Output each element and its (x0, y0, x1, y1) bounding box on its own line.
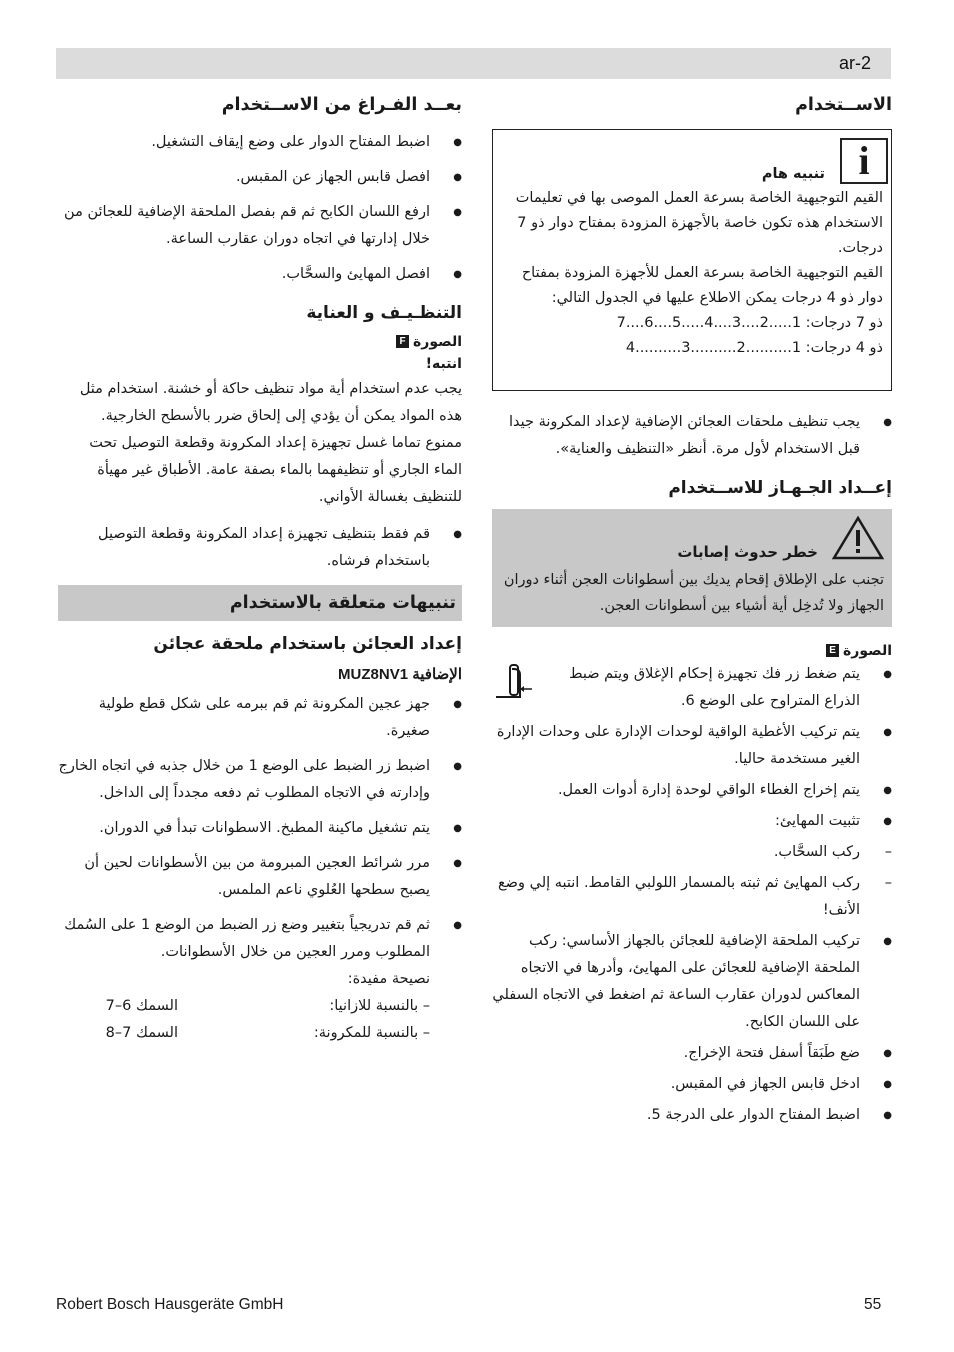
dough-step: ● يتم تشغيل ماكينة المطبخ. الاسطوانات تبدأ في الدوران. (58, 815, 462, 842)
prep-steps-b (492, 928, 892, 1129)
after-use-heading: بعــد الفـراغ من الاســتخدام (221, 95, 462, 115)
tip-pasta-label: – بالنسبة للمكرونة: (313, 1024, 430, 1041)
prep-step-text: يتم ضغط زر فك تجهيزة إحكام الإغلاق ويتم ضبط الذراع المتراوح على الوضع 6. (569, 665, 860, 709)
warning-triangle-icon (832, 515, 884, 561)
figure-f-ref (58, 334, 462, 350)
prep-step: ● ضع طَبَقاً أسفل فتحة الإخراج. (492, 1040, 892, 1067)
cleaning-steps (58, 521, 462, 575)
cleaning-heading: التنظـيـف و العناية (306, 302, 462, 323)
figure-f-letter: F (396, 335, 409, 348)
info-box-para2: القيم التوجيهية الخاصة بسرعة العمل للأجهزة المزودة بمفتاح دوار ذو 4 درجات يمكن الاطلاع عليها في الجدول التالي: (521, 264, 883, 306)
usage-tips-heading: تنبيهات متعلقة بالاستخدام (58, 585, 462, 621)
figure-e-label: الصورة (843, 642, 892, 659)
footer-company: Robert Bosch Hausgeräte GmbH (56, 1296, 284, 1313)
dough-step: ● مرر شرائط العجين المبرومة من بين الأسطوانات لحين أن يصبح سطحها العُلوي ناعم الملمس. (58, 850, 462, 904)
after-use-steps (58, 129, 462, 288)
prep-heading: إعــداد الجـهـاز للاســتخدام (668, 477, 892, 498)
after-use-step: ● ارفع اللسان الكابح ثم قم بفصل الملحقة الإضافية للعجائن من خلال إدارتها في اتجاه دوران عقارب الساعة. (58, 199, 462, 253)
prep-step: ● تثبيت المهايئ: (492, 808, 892, 835)
dough-heading: إعداد العجائن باستخدام ملحقة عجائن (153, 633, 462, 654)
page-header-bar (56, 48, 891, 79)
prep-step: ● ادخل قابس الجهاز في المقبس. (492, 1071, 892, 1098)
cleaning-paragraph-1: يجب عدم استخدام أية مواد تنظيف حاكة أو خشنة. استخدام مثل هذه المواد يمكن أن يؤدي إلى إلحاق ضرر بالأسطح الخارجية. (79, 380, 462, 424)
dough-steps (58, 691, 462, 966)
tip-lasagna-label: – بالنسبة للازانيا: (329, 997, 430, 1014)
info-box-line-4-steps: ذو 4 درجات: 1..........2..........3..........4 (625, 339, 883, 356)
adapter-substep: – ركب المهايئ ثم ثبته بالمسمار اللولبي القامط. انتبه إلي وضع الأنف! (492, 870, 892, 924)
right-column (492, 88, 892, 1133)
prep-step: ● يتم إخراج الغطاء الواقي لوحدة إدارة أدوات العمل. (492, 777, 892, 804)
adapter-substep: – ركب السحَّاب. (492, 839, 892, 866)
cleaning-paragraph-2: ممنوع تماما غسل تجهيزة إعداد المكرونة وقطعة التوصيل تحت الماء الجاري أو تنظيفهما بالماء بصفة عامة. الأطباق غير مهيأة للتنظيف بغسالة الأواني. (89, 434, 462, 505)
cleaning-step: ● قم فقط بتنظيف تجهيزة إعداد المكرونة وقطعة التوصيل باستخدام فرشاه. (58, 521, 462, 575)
after-use-step: ● اضبط المفتاح الدوار على وضع إيقاف التشغيل. (58, 129, 462, 156)
warning-title: خطر حدوث إصابات (677, 542, 818, 561)
dough-step: ● جهز عجين المكرونة ثم قم ببرمه على شكل قطع طولية صغيرة. (58, 691, 462, 745)
model-label: الإضافية MUZ8NV1 (338, 665, 462, 683)
tip-row-lasagna (58, 993, 462, 1020)
tip-lasagna-value: السمك 6–7 (105, 997, 178, 1014)
attention-label: انتبه! (425, 355, 462, 372)
prep-step: ● تركيب الملحقة الإضافية للعجائن بالجهاز الأساسي: ركب الملحقة الإضافية للعجائن على المهايئ، وأدرها في الاتجاه المعاكس لدوران عقارب الساعة ثم اضغط في الاتجاه السفلي على اللسان الكابح. (492, 928, 892, 1036)
warning-text: تجنب على الإطلاق إقحام يديك بين أسطوانات العجن أثناء دوران الجهاز ولا تُدخِل أية أشياء بين أسطوانات العجن. (503, 571, 884, 614)
left-column (58, 88, 462, 1047)
prep-steps-a (492, 661, 892, 835)
info-box (492, 129, 892, 391)
figure-f-label: الصورة (413, 333, 462, 350)
dough-step: ● ثم قم تدريجياً بتغيير وضع زر الضبط من الوضع 1 على السُمك المطلوب ومرر العجين من خلال الأسطوانات. (58, 912, 462, 966)
arm-lever-icon (490, 661, 536, 705)
page-label: ar-2 (838, 53, 871, 73)
info-box-para1: القيم التوجيهية الخاصة بسرعة العمل الموصى بها في تعليمات الاستخدام هذه تكون خاصة بالأجهزة المزودة بمفتاح دوار ذو 7 درجات. (515, 189, 883, 256)
prep-step: ● يتم تركيب الأغطية الواقية لوحدات الإدارة على وحدات الإدارة الغير مستخدمة حاليا. (492, 719, 892, 773)
dough-step: ● اضبط زر الضبط على الوضع 1 من خلال جذبه في اتجاه الخارج وإدارته في الاتجاه المطلوب ثم دفعه مجدداً إلى الداخل. (58, 753, 462, 807)
info-box-title: تنبيه هام (761, 165, 825, 182)
prep-step: ● اضبط المفتاح الدوار على الدرجة 5. (492, 1102, 892, 1129)
figure-e-letter: E (826, 644, 839, 657)
info-box-line-7-steps: ذو 7 درجات: 1.....2....3....4.....5....6....7 (616, 314, 883, 331)
after-use-step: ● افصل المهايئ والسحَّاب. (58, 261, 462, 288)
usage-heading: الاســتخدام (795, 95, 892, 115)
footer-page-number: 55 (864, 1296, 882, 1313)
warning-box (492, 509, 892, 627)
after-use-step: ● افصل قابس الجهاز عن المقبس. (58, 164, 462, 191)
tip-row-pasta (58, 1020, 462, 1047)
adapter-substeps (492, 839, 892, 924)
clean-note-list (492, 409, 892, 463)
tip-label: نصيحة مفيدة: (347, 970, 430, 987)
tip-pasta-value: السمك 7–8 (105, 1024, 178, 1041)
prep-step (492, 661, 892, 715)
info-icon: i (840, 138, 888, 184)
clean-note: ● يجب تنظيف ملحقات العجائن الإضافية لإعداد المكرونة جيدا قبل الاستخدام لأول مرة. أنظر «التنظيف والعناية». (492, 409, 892, 463)
figure-e-ref (492, 643, 892, 659)
